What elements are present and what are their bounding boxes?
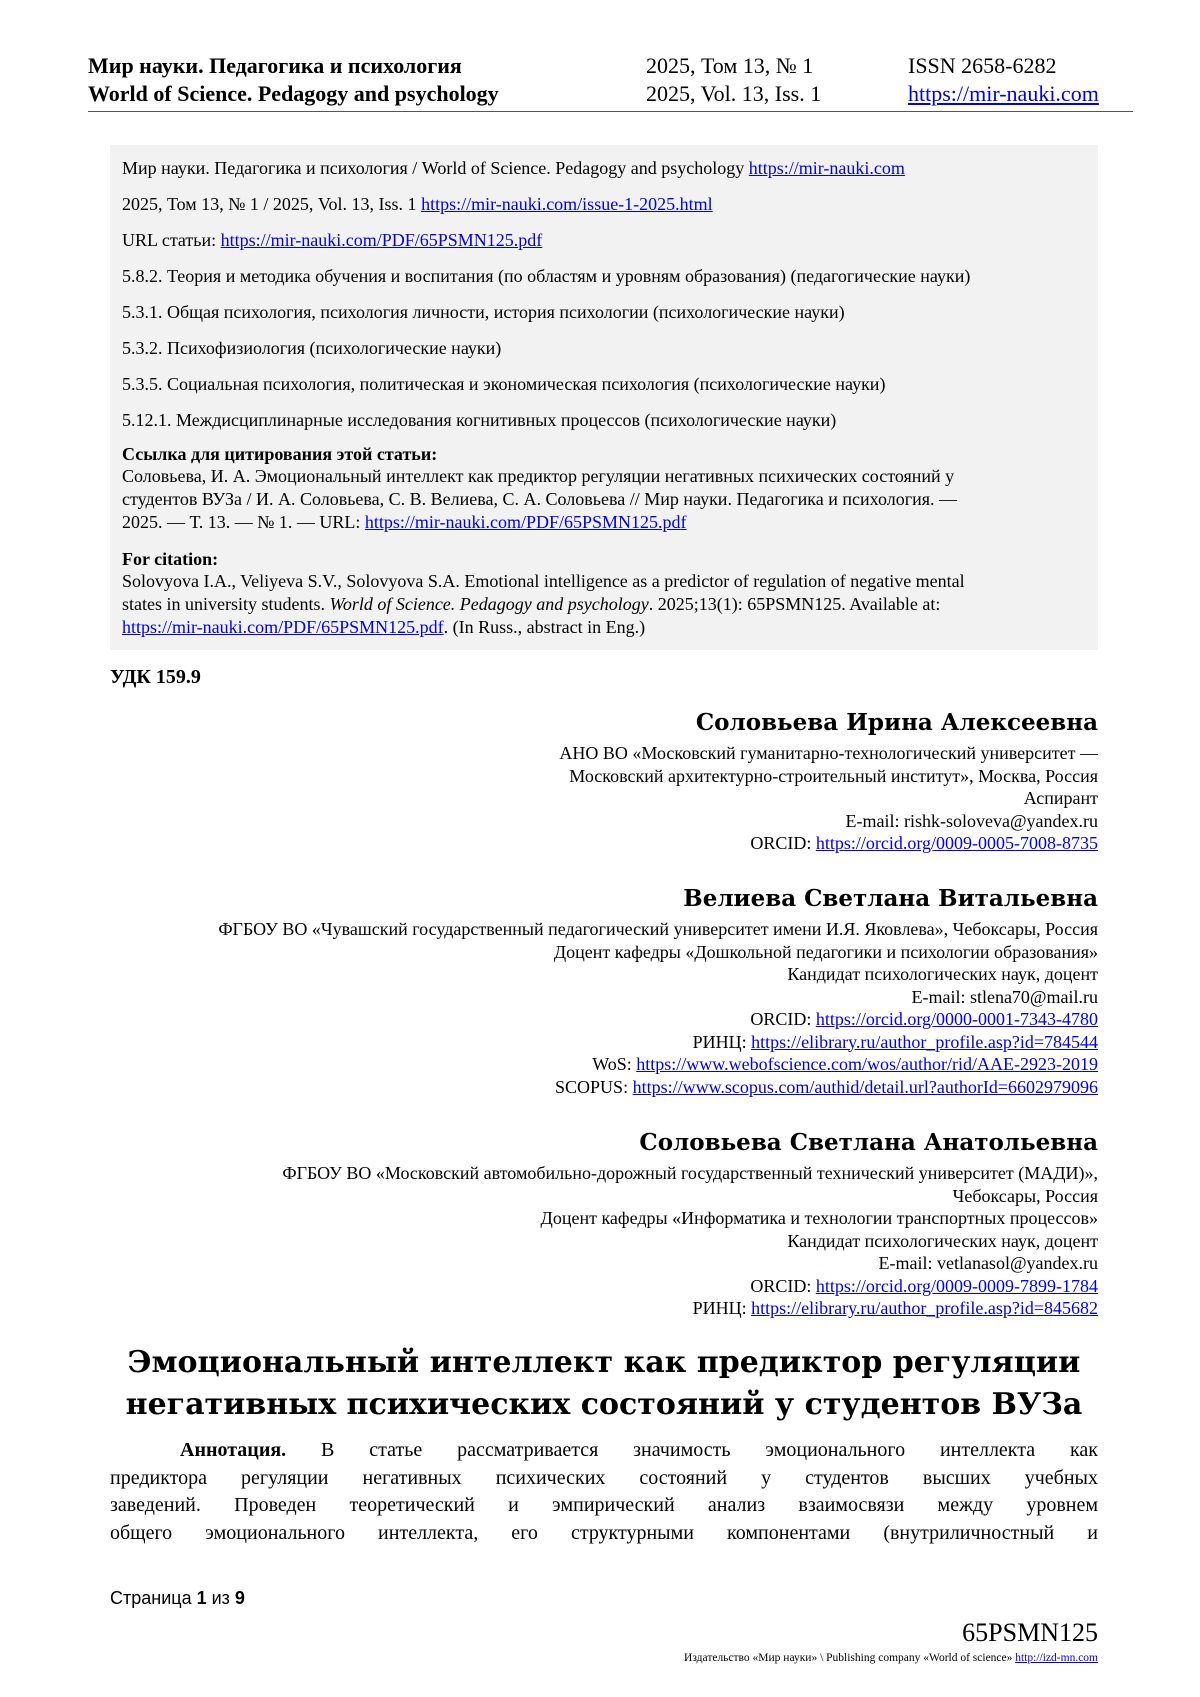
info-issue-link[interactable]: https://mir-nauki.com/issue-1-2025.html [421,194,713,214]
page-number [110,1588,245,1609]
publisher-text: Издательство «Мир науки» \ Publishing company «World of science» [684,1652,1016,1664]
page-current: 1 [196,1588,207,1608]
author-wos [218,1053,1098,1076]
author-rinc [282,1297,1098,1320]
abstract-line: предиктора регуляции негативных психических состояний у студентов высших учебных [110,1466,1098,1489]
citation-ru [122,443,1086,534]
citation-en-heading: For citation: [122,549,219,569]
citation-ru-line: студентов ВУЗа / И. А. Соловьева, С. В. Велиева, С. А. Соловьева // Мир науки. Педагогика и психология. — [122,489,957,509]
citation-en-link[interactable]: https://mir-nauki.com/PDF/65PSMN125.pdf [122,617,444,637]
author-name: Велиева Светлана Витальевна [683,885,1098,912]
citation-en-journal: World of Science. Pedagogy and psychology [329,594,649,614]
citation-ru-line [122,511,1086,534]
author-position: Аспирант [1023,788,1098,808]
orcid-link[interactable]: https://orcid.org/0009-0009-7899-1784 [815,1275,1098,1296]
article-info-box [110,145,1098,650]
article-title [110,1342,1098,1426]
author-email: E-mail: stlena70@mail.ru [911,986,1098,1007]
specialty-item: 5.3.1. Общая психология, психология личности, история психологии (психологические науки) [122,302,845,322]
author-email: E-mail: rishk-soloveva@yandex.ru [845,810,1098,831]
author-affiliation: ФГБОУ ВО «Московский автомобильно-дорожный государственный технический университет (МАДИ)», [282,1163,1098,1183]
author-rinc [218,1031,1098,1054]
abstract [110,1437,1098,1547]
issn: ISSN 2658-6282 [908,53,1057,78]
abstract-label: Аннотация. [180,1439,287,1461]
header-journal-titles [88,52,499,108]
link-label: РИНЦ: [692,1031,752,1052]
citation-en [122,548,1086,639]
info-journal-line [122,157,1086,179]
author-scopus [218,1076,1098,1099]
citation-en-tail: . (In Russ., abstract in Eng.) [443,617,646,637]
orcid-link[interactable]: https://orcid.org/0009-0005-7008-8735 [815,833,1098,853]
journal-title-en: World of Science. Pedagogy and psychology [88,81,499,106]
article-title-line: Эмоциональный интеллект как предиктор регуляции [127,1345,1081,1380]
author-name: Соловьева Ирина Алексеевна [695,709,1098,736]
orcid-link[interactable]: https://orcid.org/0000-0001-7343-4780 [815,1009,1098,1029]
author-orcid [559,832,1098,855]
citation-en-line [122,593,1086,616]
issue-en: 2025, Vol. 13, Iss. 1 [646,81,822,106]
wos-link[interactable]: https://www.webofscience.com/wos/author/rid/AAE-2923-2019 [636,1054,1098,1074]
link-label: ORCID: [750,833,816,853]
rinc-link[interactable]: https://elibrary.ru/author_profile.asp?id=845682 [751,1298,1098,1318]
abstract-line: общего эмоционального интеллекта, его структурными компонентами (внутриличностный и [110,1521,1098,1544]
link-label: WoS: [592,1054,637,1074]
author-email: E-mail: vetlanasol@yandex.ru [878,1253,1098,1273]
author-degree: Кандидат психологических наук, доцент [787,964,1098,984]
author-block [559,708,1098,855]
citation-ru-line: Соловьева, И. А. Эмоциональный интеллект как предиктор регуляции негативных психических состояний у [122,466,955,486]
citation-ru-link[interactable]: https://mir-nauki.com/PDF/65PSMN125.pdf [364,512,687,532]
rinc-link[interactable]: https://elibrary.ru/author_profile.asp?id=784544 [751,1031,1098,1052]
citation-en-line: Solovyova I.A., Veliyeva S.V., Solovyova S.A. Emotional intelligence as a predictor of regulation of negative mental [122,571,965,591]
link-label: SCOPUS: [555,1076,633,1097]
link-label: РИНЦ: [692,1298,752,1318]
info-journal-link[interactable]: https://mir-nauki.com [748,158,905,178]
publisher-line [684,1652,1098,1664]
citation-en-text: states in university students. [122,594,330,614]
journal-title-ru: Мир науки. Педагогика и психология [88,53,462,78]
page-total: 9 [234,1588,245,1608]
header-issn-site [908,52,1099,108]
author-affiliation: Чебоксары, Россия [952,1185,1098,1206]
link-label: ORCID: [750,1009,816,1029]
citation-ru-heading: Ссылка для цитирования этой статьи: [122,444,438,464]
info-article-url-label: URL статьи: [122,230,221,250]
author-affiliation: АНО ВО «Московский гуманитарно-технологический университет — [559,743,1098,763]
author-position: Доцент кафедры «Информатика и технологии транспортных процессов» [540,1208,1098,1228]
author-orcid [282,1275,1098,1298]
author-degree: Кандидат психологических наук, доцент [787,1230,1098,1251]
specialty-item: 5.8.2. Теория и методика обучения и воспитания (по областям и уровням образования) (педагогические науки) [122,266,971,286]
scopus-link[interactable]: https://www.scopus.com/authid/detail.url?authorId=6602979096 [632,1076,1098,1097]
page-sep: из [206,1588,235,1608]
author-orcid [218,1008,1098,1031]
abstract-text: В статье рассматривается значимость эмоционального интеллекта как [286,1439,1098,1461]
issue-ru: 2025, Том 13, № 1 [646,53,814,78]
info-article-url-link[interactable]: https://mir-nauki.com/PDF/65PSMN125.pdf [220,230,543,250]
article-code: 65PSMN125 [962,1618,1098,1647]
journal-header [88,52,1133,112]
link-label: ORCID: [750,1275,816,1296]
citation-en-line [122,616,1086,639]
author-position: Доцент кафедры «Дошкольной педагогики и психологии образования» [553,941,1098,962]
abstract-line: заведений. Проведен теоретический и эмпирический анализ взаимосвязи между уровнем [110,1494,1098,1516]
page-prefix: Страница [110,1588,197,1608]
citation-en-text: . 2025;13(1): 65PSMN125. Available at: [648,594,941,614]
abstract-line [110,1437,1098,1465]
info-issue-line [122,193,1086,215]
site-link[interactable]: https://mir-nauki.com [908,81,1099,106]
specialty-item: 5.3.2. Психофизиология (психологические науки) [122,338,502,358]
header-issue [646,52,821,108]
author-affiliation: ФГБОУ ВО «Чувашский государственный педагогический университет имени И.Я. Яковлева», Чебоксары, Россия [218,919,1098,939]
specialty-item: 5.3.5. Социальная психология, политическая и экономическая психология (психологические науки) [122,374,886,394]
publisher-link[interactable]: http://izd-mn.com [1015,1652,1098,1664]
specialty-item: 5.12.1. Междисциплинарные исследования когнитивных процессов (психологические науки) [122,410,837,430]
udk-code: УДК 159.9 [110,666,201,688]
info-journal-text: Мир науки. Педагогика и психология / World of Science. Pedagogy and psychology [122,158,749,178]
author-name: Соловьева Светлана Анатольевна [639,1129,1098,1156]
citation-ru-tail: 2025. — Т. 13. — № 1. — URL: [122,512,365,532]
info-article-url-line [122,229,1086,251]
author-block [282,1128,1098,1320]
info-issue-text: 2025, Том 13, № 1 / 2025, Vol. 13, Iss. 1 [122,194,422,214]
author-affiliation: Московский архитектурно-строительный институт», Москва, Россия [569,765,1098,786]
article-title-line: негативных психических состояний у студентов ВУЗа [125,1387,1083,1422]
author-block [218,884,1098,1098]
